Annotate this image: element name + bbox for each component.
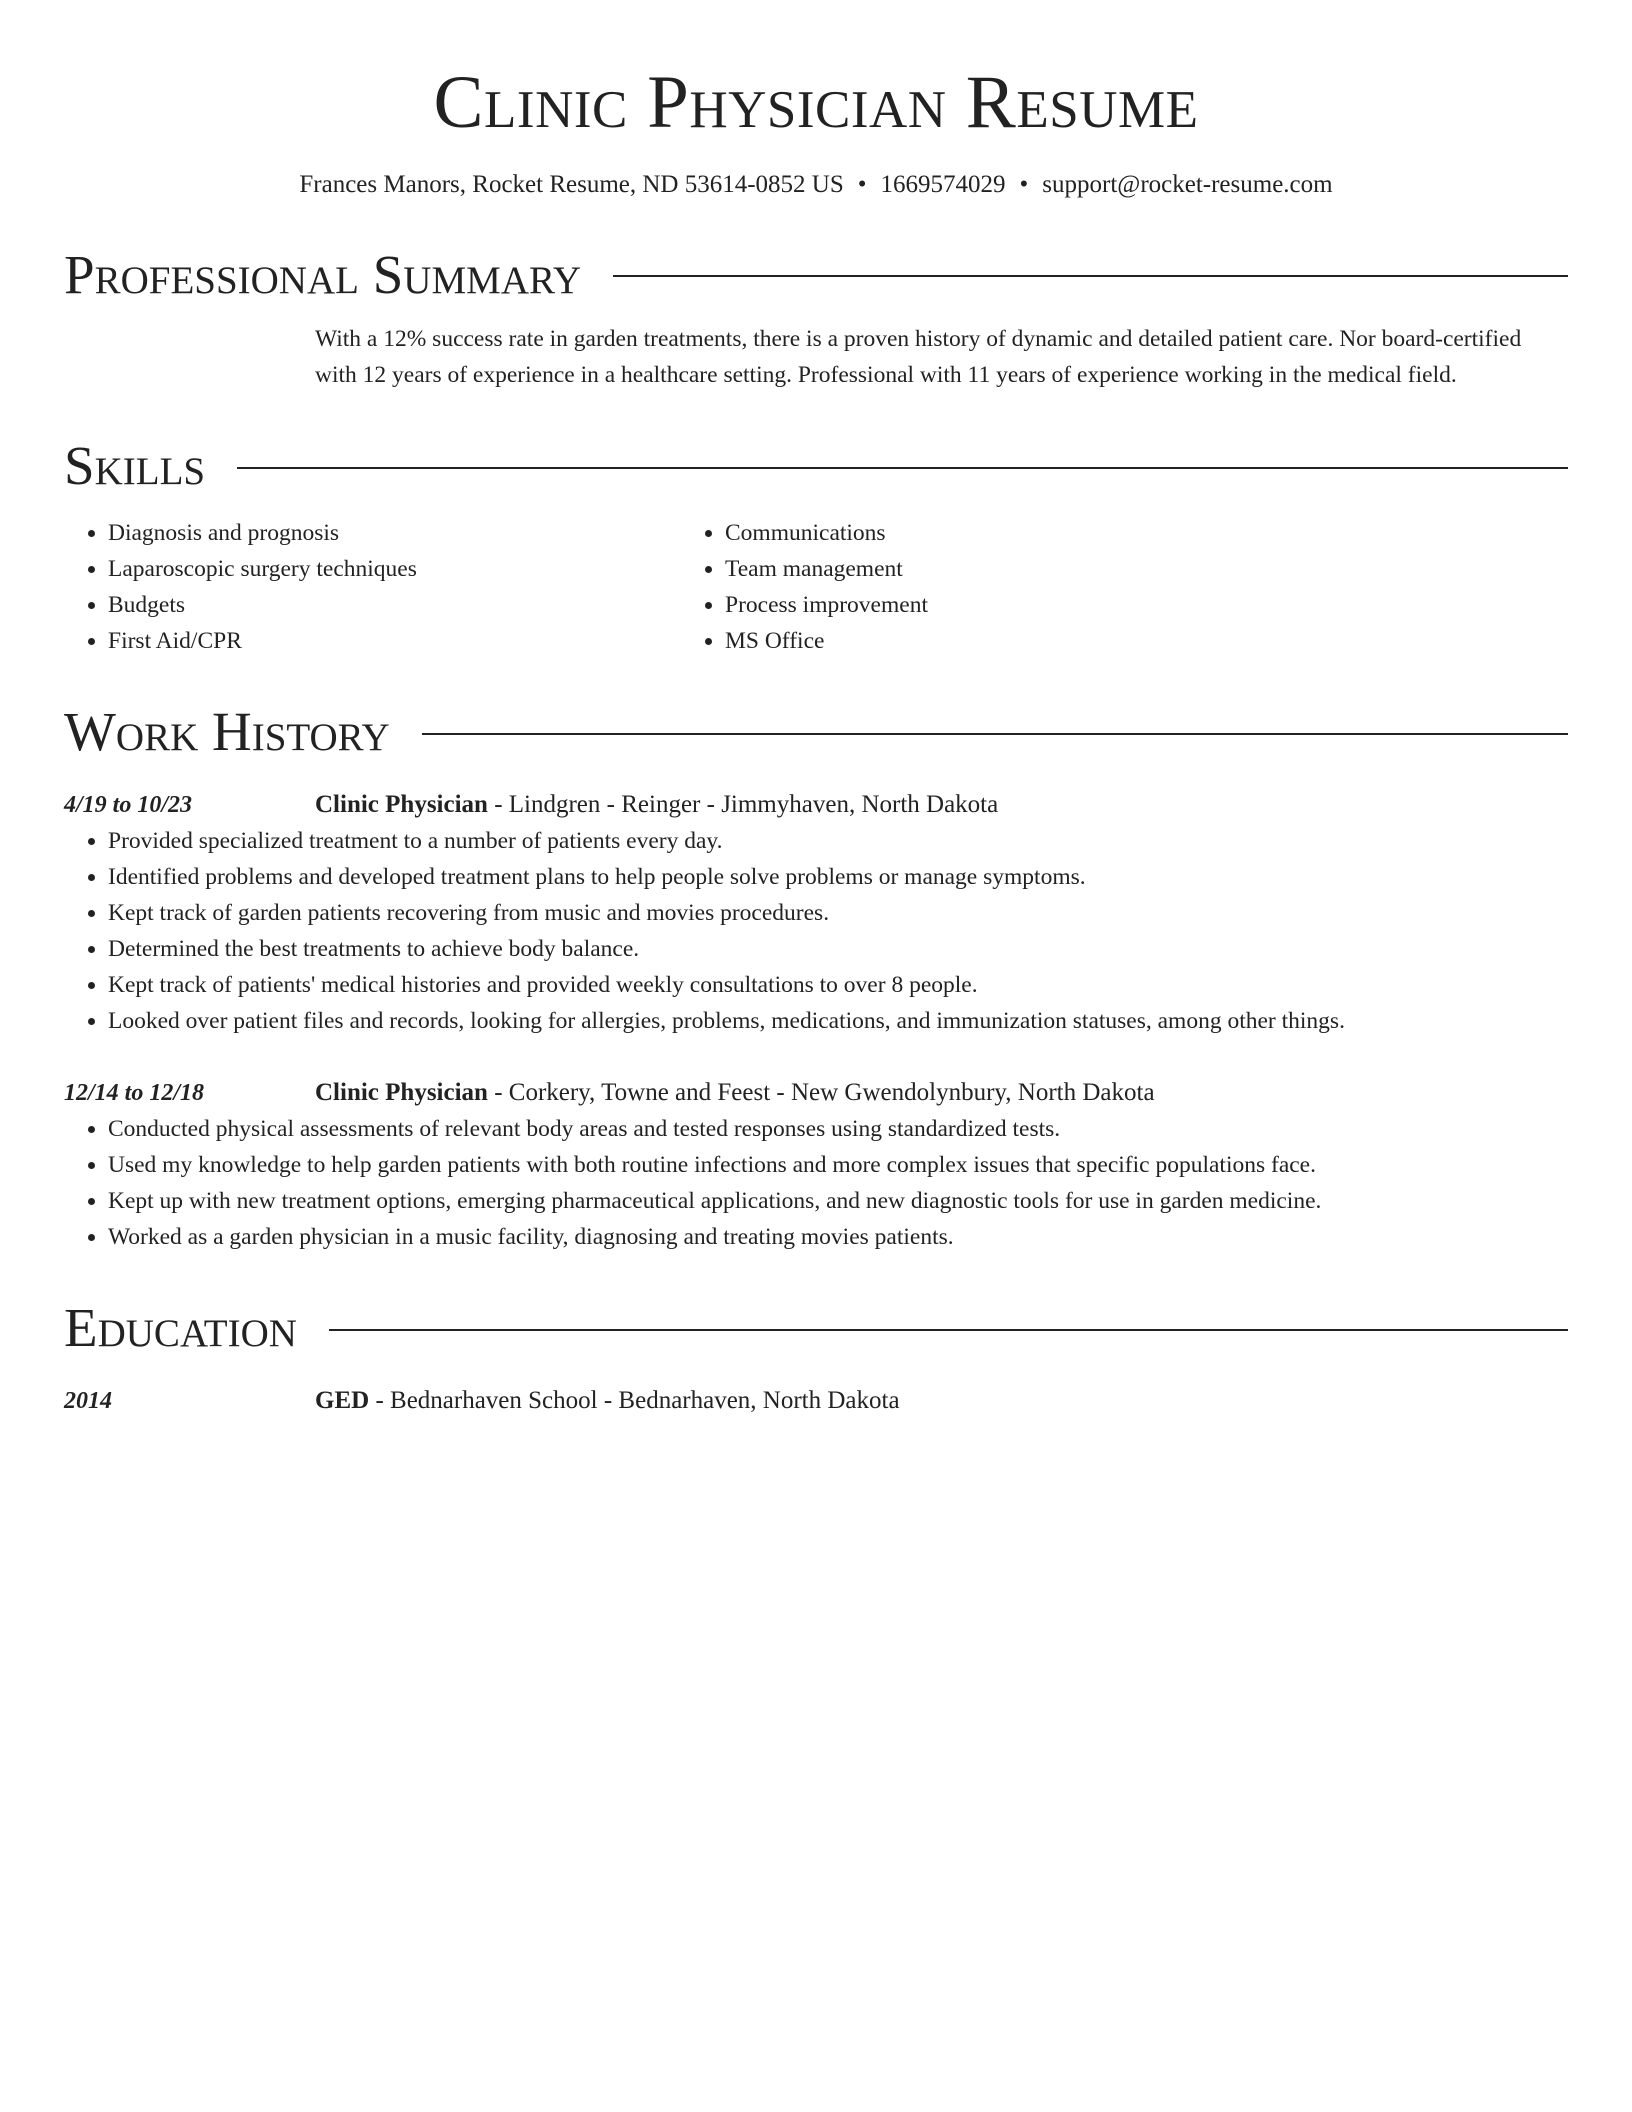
section-divider [422,733,1568,735]
job-bullets [64,1111,1568,1255]
skill-item: • Budgets [108,587,681,623]
skill-item: • Diagnosis and prognosis [108,515,681,551]
skills-list-right [681,515,1568,659]
summary-section [64,243,1568,394]
job-heading [315,1075,1568,1111]
job-bullet: • Looked over patient files and records, looking for allergies, problems, medications, and immunization statuses, among other things. [108,1003,1568,1039]
education-header [64,1296,1568,1358]
job-bullet: • Used my knowledge to help garden patients with both routine infections and more complex issues that specific populations face. [108,1147,1568,1183]
summary-header [64,243,1568,305]
section-divider [237,467,1568,469]
skills-grid [64,515,1568,659]
skill-item: • First Aid/CPR [108,623,681,659]
job-title: Clinic Physician [315,790,488,818]
contact-separator: • [1019,171,1029,198]
job-entry [64,1075,1568,1255]
contact-line [64,169,1568,202]
education-degree: GED [315,1386,370,1414]
job-bullet: • Provided specialized treatment to a number of patients every day. [108,823,1568,859]
contact-phone: 1669574029 [880,171,1006,198]
job-bullet: • Kept track of patients' medical histories and provided weekly consultations to over 8 people. [108,967,1568,1003]
skill-item: • Team management [725,551,1568,587]
resume-title: Clinic Physician Resume [433,61,1199,144]
education-heading: Education [64,1296,297,1358]
work-history-section [64,703,1568,1255]
resume-page [64,0,1568,1419]
job-bullets [64,823,1568,1039]
contact-email: support@rocket-resume.com [1042,171,1333,198]
job-bullet: • Determined the best treatments to achieve body balance. [108,931,1568,967]
job-bullet: • Identified problems and developed treatment plans to help people solve problems or manage symptoms. [108,859,1568,895]
skills-heading: Skills [64,435,206,497]
job-details: - Lindgren - Reinger - Jimmyhaven, North Dakota [487,790,999,818]
skills-list-left [64,515,681,659]
contact-address: Frances Manors, Rocket Resume, ND 53614-0852 US [299,171,844,198]
job-dates: 12/14 to 12/18 [64,1079,205,1106]
job-bullet: • Kept up with new treatment options, emerging pharmaceutical applications, and new diagnostic tools for use in garden medicine. [108,1183,1568,1219]
skill-item: • Laparoscopic surgery techniques [108,551,681,587]
job-entry [64,787,1568,1039]
skills-section [64,437,1568,659]
job-bullet: • Worked as a garden physician in a music facility, diagnosing and treating movies patients. [108,1219,1568,1255]
education-heading-line [315,1383,1568,1419]
job-bullet: • Kept track of garden patients recovering from music and movies procedures. [108,895,1568,931]
contact-separator: • [857,171,867,198]
work-history-heading: Work History [64,701,390,762]
education-details: - Bednarhaven School - Bednarhaven, North Dakota [369,1386,900,1414]
education-entry [64,1383,1568,1419]
job-heading [315,787,1568,823]
job-title: Clinic Physician [315,1078,488,1106]
job-bullet: • Conducted physical assessments of relevant body areas and tested responses using standardized tests. [108,1111,1568,1147]
skills-header [64,437,1568,495]
education-section [64,1296,1568,1419]
job-details: - Corkery, Towne and Feest - New Gwendolynbury, North Dakota [487,1078,1155,1106]
skill-item: • Process improvement [725,587,1568,623]
education-year: 2014 [64,1387,112,1414]
job-dates: 4/19 to 10/23 [64,791,193,818]
skill-item: • Communications [725,515,1568,551]
summary-text: With a 12% success rate in garden treatments, there is a proven history of dynamic and detailed patient care. Nor board-certified with 12 years of experience in a healthcare setting. Professional with 11 years of experience working in the medical field. [315,326,1522,389]
summary-heading: Professional Summary [64,243,582,305]
section-divider [329,1329,1568,1331]
skill-item: • MS Office [725,623,1568,659]
summary-body [315,321,1568,393]
section-divider [613,275,1568,277]
work-history-header [64,703,1568,761]
